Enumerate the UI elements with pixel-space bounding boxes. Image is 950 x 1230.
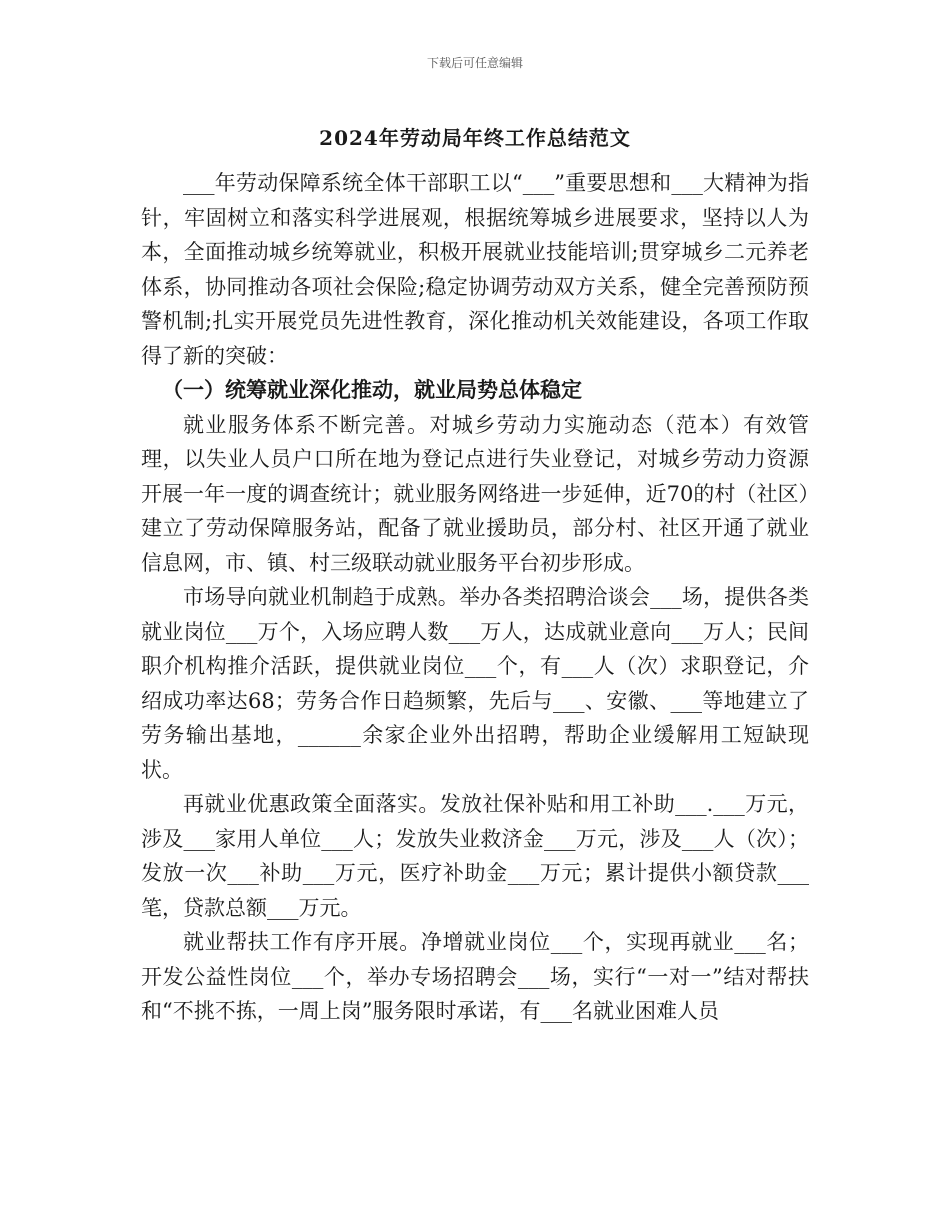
header-note: 下载后可任意编辑 — [426, 56, 523, 70]
body-paragraph: 再就业优惠政策全面落实。发放社保补贴和用工补助___.___万元，涉及___家用人单位___人；发放失业救济金___万元，涉及___人（次）；发放一次___补助___万元，医疗补助金___万元；累计提供小额贷款___笔，贷款总额___万元。 — [141, 792, 809, 920]
body-paragraph: 就业帮扶工作有序开展。净增就业岗位___个，实现再就业___名；开发公益性岗位___个，举办专场招聘会___场，实行“一对一”结对帮扶和“不挑不拣，一周上岗”服务限时承诺，有___名就业困难人员 — [141, 930, 809, 1023]
body-paragraph: 市场导向就业机制趋于成熟。举办各类招聘洽谈会___场，提供各类就业岗位___万个，入场应聘人数___万人，达成就业意向___万人；民间职介机构推介活跃，提供就业岗位___个，有___人（次）求职登记，介绍成功率达68；劳务合作日趋频繁，先后与___、安徽、___等地建立了劳务输出基地，______余家企业外出招聘，帮助企业缓解用工短缺现状。 — [141, 585, 809, 782]
document-title: 2024年劳动局年终工作总结范文 — [319, 126, 631, 150]
document-body — [141, 166, 809, 1029]
section-heading: （一）统筹就业深化推动，就业局势总体稳定 — [162, 377, 582, 402]
body-paragraph-intro: ___年劳动保障系统全体干部职工以“___”重要思想和___大精神为指针，牢固树立和落实科学进展观，根据统筹城乡进展要求，坚持以人为本，全面推动城乡统筹就业，积极开展就业技能培训;贯穿城乡二元养老体系，协同推动各项社会保险;稳定协调劳动双方关系，健全完善预防预警机制;扎实开展党员先进性教育，深化推动机关效能建设，各项工作取得了新的突破： — [141, 171, 809, 368]
body-paragraph: 就业服务体系不断完善。对城乡劳动力实施动态（范本）有效管理，以失业人员户口所在地为登记点进行失业登记，对城乡劳动力资源开展一年一度的调查统计；就业服务网络进一步延伸，近70的村（社区）建立了劳动保障服务站，配备了就业援助员，部分村、社区开通了就业信息网，市、镇、村三级联动就业服务平台初步形成。 — [141, 412, 810, 575]
